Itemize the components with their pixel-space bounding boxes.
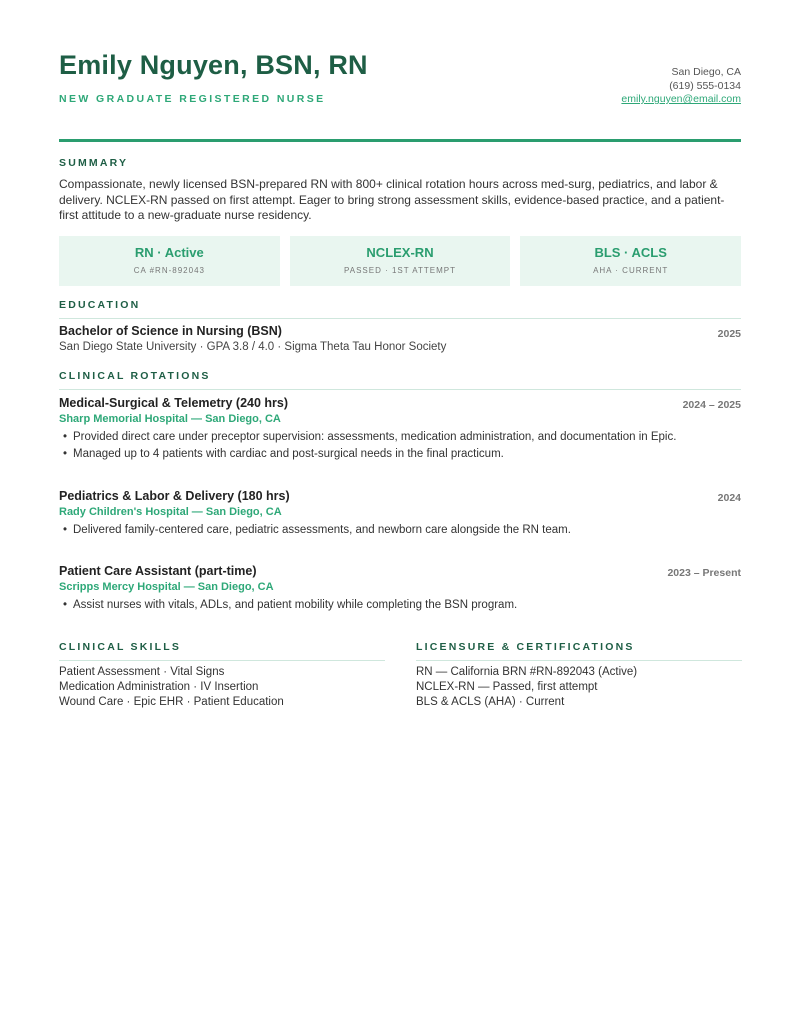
rotation-bullets — [63, 522, 571, 539]
skills-list — [59, 665, 385, 710]
credential-card-subtitle: PASSED · 1ST ATTEMPT — [343, 266, 457, 275]
education-degree: Bachelor of Science in Nursing (BSN) — [59, 324, 282, 338]
licensure-heading: LICENSURE & CERTIFICATIONS — [416, 641, 635, 653]
rotations-heading: CLINICAL ROTATIONS — [59, 370, 211, 382]
education-details: San Diego State University · GPA 3.8 / 4.0 · Sigma Theta Tau Honor Society — [59, 341, 447, 353]
skills-divider — [59, 660, 385, 661]
rotation-bullets — [63, 429, 676, 463]
resume-page — [59, 0, 741, 708]
skill-item: Medication Administration · IV Insertion — [59, 681, 259, 693]
summary-text: Compassionate, newly licensed BSN-prepared RN with 800+ clinical rotation hours across med-surg, pediatrics, and labor & delivery. NCLEX-RN passed on first attempt. Eager to bring strong assessment skills, evidence-based practice, and a patient-first attitude to a new-graduate nurse residency. — [59, 177, 725, 223]
education-divider — [59, 318, 741, 319]
bullet-item: • Delivered family-centered care, pediatric assessments, and newborn care alongside the RN team. — [63, 522, 571, 539]
summary-heading: SUMMARY — [59, 157, 129, 169]
rotation-bullets — [63, 597, 517, 614]
rotation-organization: Sharp Memorial Hospital — San Diego, CA — [59, 413, 281, 425]
bullet-item: • Provided direct care under preceptor supervision: assessments, medication administration, and documentation in Epic. — [63, 429, 676, 446]
licensure-item: RN — California BRN #RN-892043 (Active) — [416, 666, 638, 678]
licensure-column — [416, 641, 742, 710]
education-date: 2025 — [717, 328, 741, 340]
credential-card-nclex — [290, 236, 511, 286]
credential-card-title: NCLEX-RN — [366, 245, 434, 260]
rotations-divider — [59, 389, 741, 390]
resume-header — [59, 0, 741, 142]
rotation-organization: Scripps Mercy Hospital — San Diego, CA — [59, 581, 274, 593]
bullet-item: • Assist nurses with vitals, ADLs, and patient mobility while completing the BSN program. — [63, 597, 517, 614]
credential-cards — [59, 236, 741, 286]
licensure-item: NCLEX-RN — Passed, first attempt — [416, 681, 598, 693]
rotation-title: Patient Care Assistant (part-time) — [59, 564, 257, 578]
skills-column — [59, 641, 385, 710]
credential-card-rn — [59, 236, 280, 286]
skill-item: Patient Assessment · Vital Signs — [59, 666, 225, 678]
contact-info — [621, 66, 741, 107]
contact-email-link[interactable]: emily.nguyen@email.com — [621, 93, 741, 105]
candidate-title: NEW GRADUATE REGISTERED NURSE — [59, 93, 326, 105]
credential-card-bls — [520, 236, 741, 286]
rotation-date: 2024 – 2025 — [682, 399, 741, 411]
licensure-divider — [416, 660, 742, 661]
contact-location: San Diego, CA — [671, 66, 741, 78]
education-heading: EDUCATION — [59, 299, 141, 311]
credential-card-title: BLS · ACLS — [594, 245, 667, 260]
licensure-item: BLS & ACLS (AHA) · Current — [416, 696, 565, 708]
header-divider — [59, 139, 741, 142]
credential-card-subtitle: CA #RN-892043 — [133, 266, 205, 275]
skills-heading: CLINICAL SKILLS — [59, 641, 182, 653]
rotation-organization: Rady Children's Hospital — San Diego, CA — [59, 506, 282, 518]
rotation-date: 2024 — [717, 492, 741, 504]
contact-phone: (619) 555-0134 — [669, 79, 741, 92]
rotation-title: Pediatrics & Labor & Delivery (180 hrs) — [59, 489, 290, 503]
credential-card-title: RN · Active — [134, 245, 204, 260]
rotation-date: 2023 – Present — [667, 567, 741, 579]
rotation-title: Medical-Surgical & Telemetry (240 hrs) — [59, 396, 289, 410]
skill-item: Wound Care · Epic EHR · Patient Education — [59, 696, 284, 708]
candidate-name: Emily Nguyen, BSN, RN — [59, 50, 368, 80]
credential-card-subtitle: AHA · CURRENT — [593, 266, 669, 275]
bullet-item: • Managed up to 4 patients with cardiac and post-surgical needs in the final practicum. — [63, 446, 676, 463]
licensure-list — [416, 665, 742, 710]
